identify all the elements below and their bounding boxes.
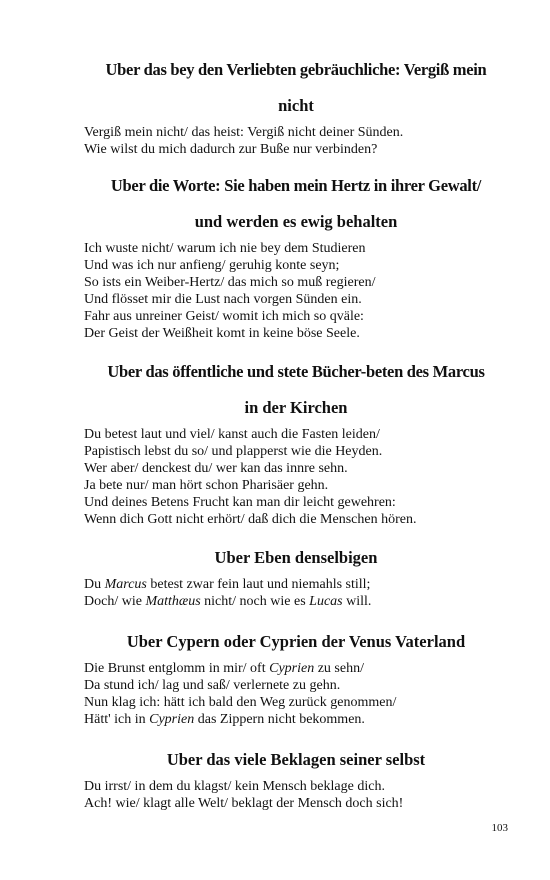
poem-line xyxy=(84,593,508,610)
text-run-italic: Lucas xyxy=(309,594,343,609)
poem-heading-line: nicht xyxy=(278,96,314,115)
poem xyxy=(84,168,508,342)
poem-line xyxy=(84,576,508,593)
text-run: nicht/ noch wie es xyxy=(200,594,310,609)
poem-line xyxy=(84,711,508,728)
poem-body xyxy=(84,778,508,812)
page-content xyxy=(84,52,508,812)
poem-line: Ja bete nur/ man hört schon Pharisäer gehn. xyxy=(84,478,329,493)
poem-heading-line: Uber das öffentliche und stete Bücher-beten des Marcus xyxy=(107,362,485,381)
text-run: Da stund ich/ lag und saß/ verlernete zu gehn. xyxy=(84,678,341,693)
text-run: will. xyxy=(342,594,372,609)
poem-line: Ach! wie/ klagt alle Welt/ beklagt der Mensch doch sich! xyxy=(84,796,404,811)
poem-line: Und deines Betens Frucht kan man dir leicht gewehren: xyxy=(84,495,396,510)
text-run-italic: Cyprien xyxy=(149,712,195,727)
poem xyxy=(84,354,508,528)
text-run: Hätt' ich in xyxy=(84,712,150,727)
poem-line: Ich wuste nicht/ warum ich nie bey dem Studieren xyxy=(84,241,366,256)
poem-heading-line: Uber das viele Beklagen seiner selbst xyxy=(166,750,426,769)
poem-heading-line: Uber Cypern oder Cyprien der Venus Vaterland xyxy=(126,632,466,651)
poem-body xyxy=(84,240,508,342)
poem-line: Fahr aus unreiner Geist/ womit ich mich so qväle: xyxy=(84,309,364,324)
poem xyxy=(84,624,508,728)
poem-line: Du betest laut und viel/ kanst auch die Fasten leiden/ xyxy=(84,427,380,442)
poem-line: Wie wilst du mich dadurch zur Buße nur verbinden? xyxy=(84,142,378,157)
poem-body xyxy=(84,660,508,728)
poem xyxy=(84,742,508,812)
poem-line xyxy=(84,694,508,711)
page-number: 103 xyxy=(491,822,508,834)
poem-line: So ists ein Weiber-Hertz/ das mich so muß regieren/ xyxy=(84,275,376,290)
poem xyxy=(84,540,508,610)
poem-heading-line: in der Kirchen xyxy=(244,398,348,417)
text-run: Doch/ wie xyxy=(84,594,146,609)
text-run: zu sehn/ xyxy=(314,661,364,676)
text-run-italic: Matthæus xyxy=(145,594,201,609)
text-run: Nun klag ich: hätt ich bald den Weg zurück genommen/ xyxy=(84,695,397,710)
poem-body xyxy=(84,124,508,158)
text-run: Du xyxy=(84,577,105,592)
poem-body xyxy=(84,576,508,610)
poem-heading-line: Uber das bey den Verliebten gebräuchliche: Vergiß mein xyxy=(105,60,487,79)
poem-line: Vergiß mein nicht/ das heist: Vergiß nicht deiner Sünden. xyxy=(84,125,404,140)
poem-line: Du irrst/ in dem du klagst/ kein Mensch beklage dich. xyxy=(84,779,385,794)
poem-heading-line: Uber die Worte: Sie haben mein Hertz in ihrer Gewalt/ xyxy=(110,176,482,195)
poem-heading-line: und werden es ewig behalten xyxy=(194,212,398,231)
text-run-italic: Marcus xyxy=(104,577,147,592)
poem-line: Der Geist der Weißheit komt in keine böse Seele. xyxy=(84,326,360,341)
poem xyxy=(84,52,508,158)
poem-line xyxy=(84,660,508,677)
poem-heading-line: Uber Eben denselbigen xyxy=(214,548,378,567)
text-run-italic: Cyprien xyxy=(269,661,315,676)
poem-line: Wer aber/ denckest du/ wer kan das innre sehn. xyxy=(84,461,348,476)
text-run: Die Brunst entglomm in mir/ oft xyxy=(84,661,270,676)
text-run: das Zippern nicht bekommen. xyxy=(194,712,365,727)
poem-line: Wenn dich Gott nicht erhört/ daß dich die Menschen hören. xyxy=(84,512,417,527)
poem-line: Und was ich nur anfieng/ geruhig konte seyn; xyxy=(84,258,340,273)
poem-line: Papistisch lebst du so/ und plapperst wie die Heyden. xyxy=(84,444,383,459)
poem-line: Und flösset mir die Lust nach vorgen Sünden ein. xyxy=(84,292,362,307)
text-run: betest zwar fein laut und niemahls still; xyxy=(146,577,371,592)
poem-line xyxy=(84,677,508,694)
poem-body xyxy=(84,426,508,528)
